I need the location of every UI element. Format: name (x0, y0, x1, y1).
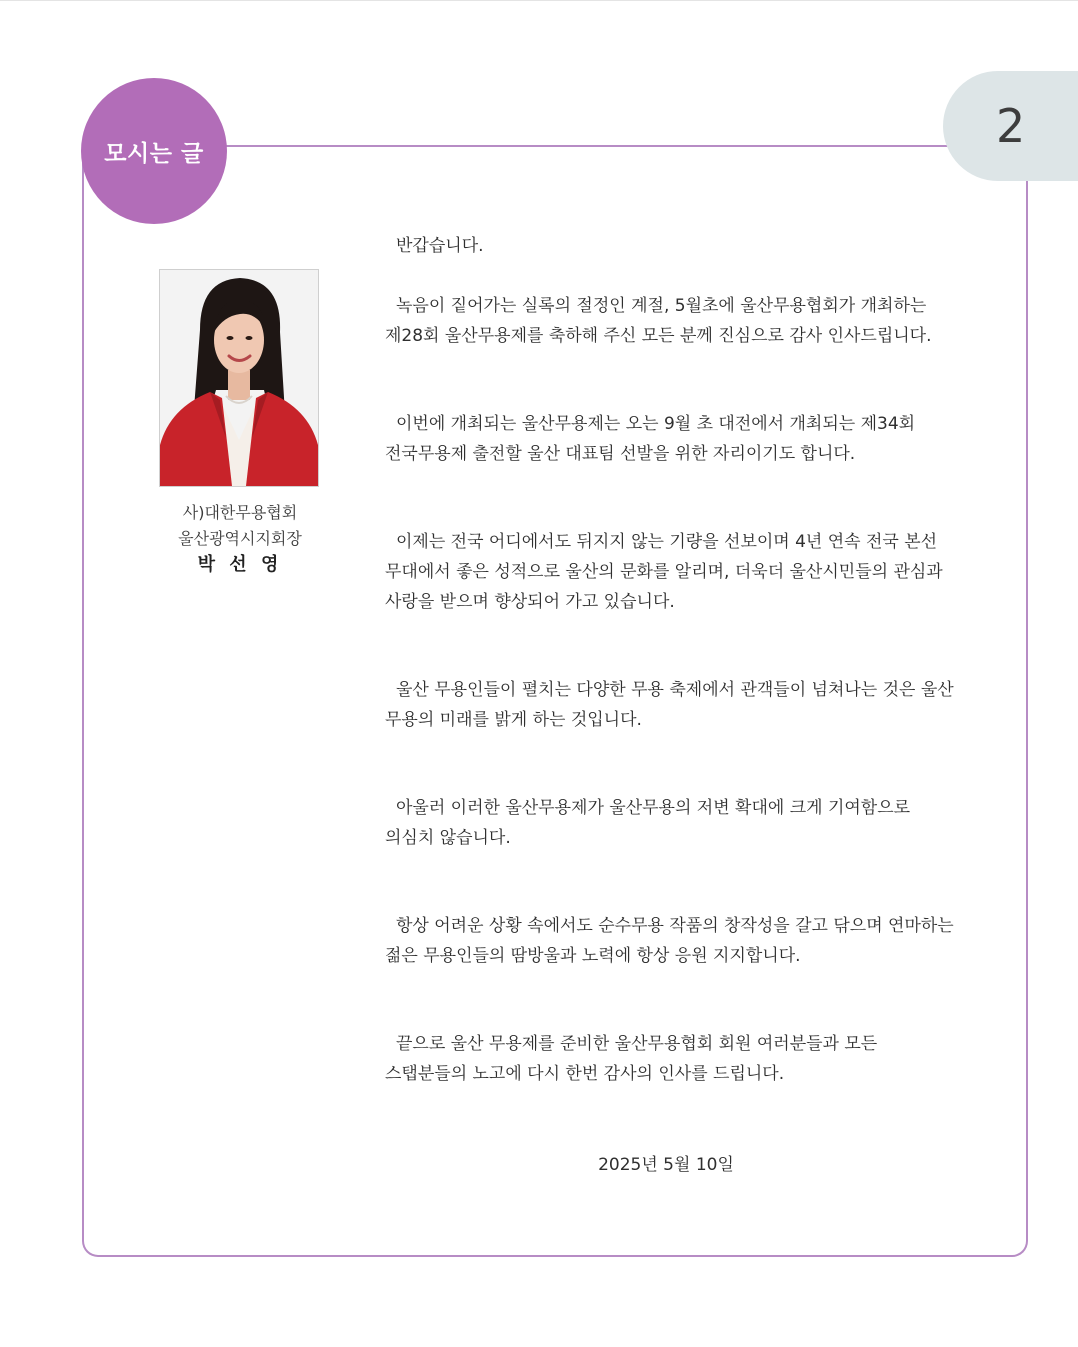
author-portrait (159, 269, 319, 487)
letter-paragraph: 울산 무용인들이 펼치는 다양한 무용 축제에서 관객들이 넘쳐나는 것은 울산 무용의 미래를 밝게 하는 것입니다. (385, 680, 954, 730)
letter-paragraph: 이번에 개최되는 울산무용제는 오는 9월 초 대전에서 개최되는 제34회 전국무용제 출전할 울산 대표팀 선발을 위한 자리이기도 합니다. (385, 414, 916, 464)
letter-greeting: 반갑습니다. (396, 236, 484, 256)
portrait-image (160, 270, 318, 486)
author-caption (140, 500, 340, 578)
section-title: 모시는 글 (104, 140, 204, 167)
letter-paragraph: 끝으로 울산 무용제를 준비한 울산무용협회 회원 여러분들과 모든 스탭분들의 노고에 다시 한번 감사의 인사를 드립니다. (385, 1034, 878, 1084)
page-number: 2 (996, 99, 1026, 153)
author-position: 울산광역시지회장 (178, 529, 302, 548)
author-organization: 사)대한무용협회 (182, 503, 298, 522)
letter-paragraph: 아울러 이러한 울산무용제가 울산무용의 저변 확대에 크게 기여함으로 의심치 않습니다. (385, 798, 911, 848)
letter-paragraph: 항상 어려운 상황 속에서도 순수무용 작품의 창작성을 갈고 닦으며 연마하는 젊은 무용인들의 땀방울과 노력에 항상 응원 지지합니다. (385, 916, 954, 966)
letter-paragraph: 이제는 전국 어디에서도 뒤지지 않는 기량을 선보이며 4년 연속 전국 본선 무대에서 좋은 성적으로 울산의 문화를 알리며, 더욱더 울산시민들의 관심과 사랑을 받으며 향상되어 가고 있습니다. (385, 532, 943, 612)
section-title-badge (81, 78, 227, 224)
top-divider (0, 0, 1078, 1)
author-name: 박 선 영 (197, 554, 283, 575)
letter-date: 2025년 5월 10일 (598, 1155, 734, 1175)
letter-paragraph: 녹음이 짙어가는 실록의 절정인 계절, 5월초에 울산무용협회가 개최하는 제28회 울산무용제를 축하해 주신 모든 분께 진심으로 감사 인사드립니다. (385, 296, 932, 346)
letter-body (385, 231, 955, 1089)
page-number-tab (943, 71, 1078, 181)
